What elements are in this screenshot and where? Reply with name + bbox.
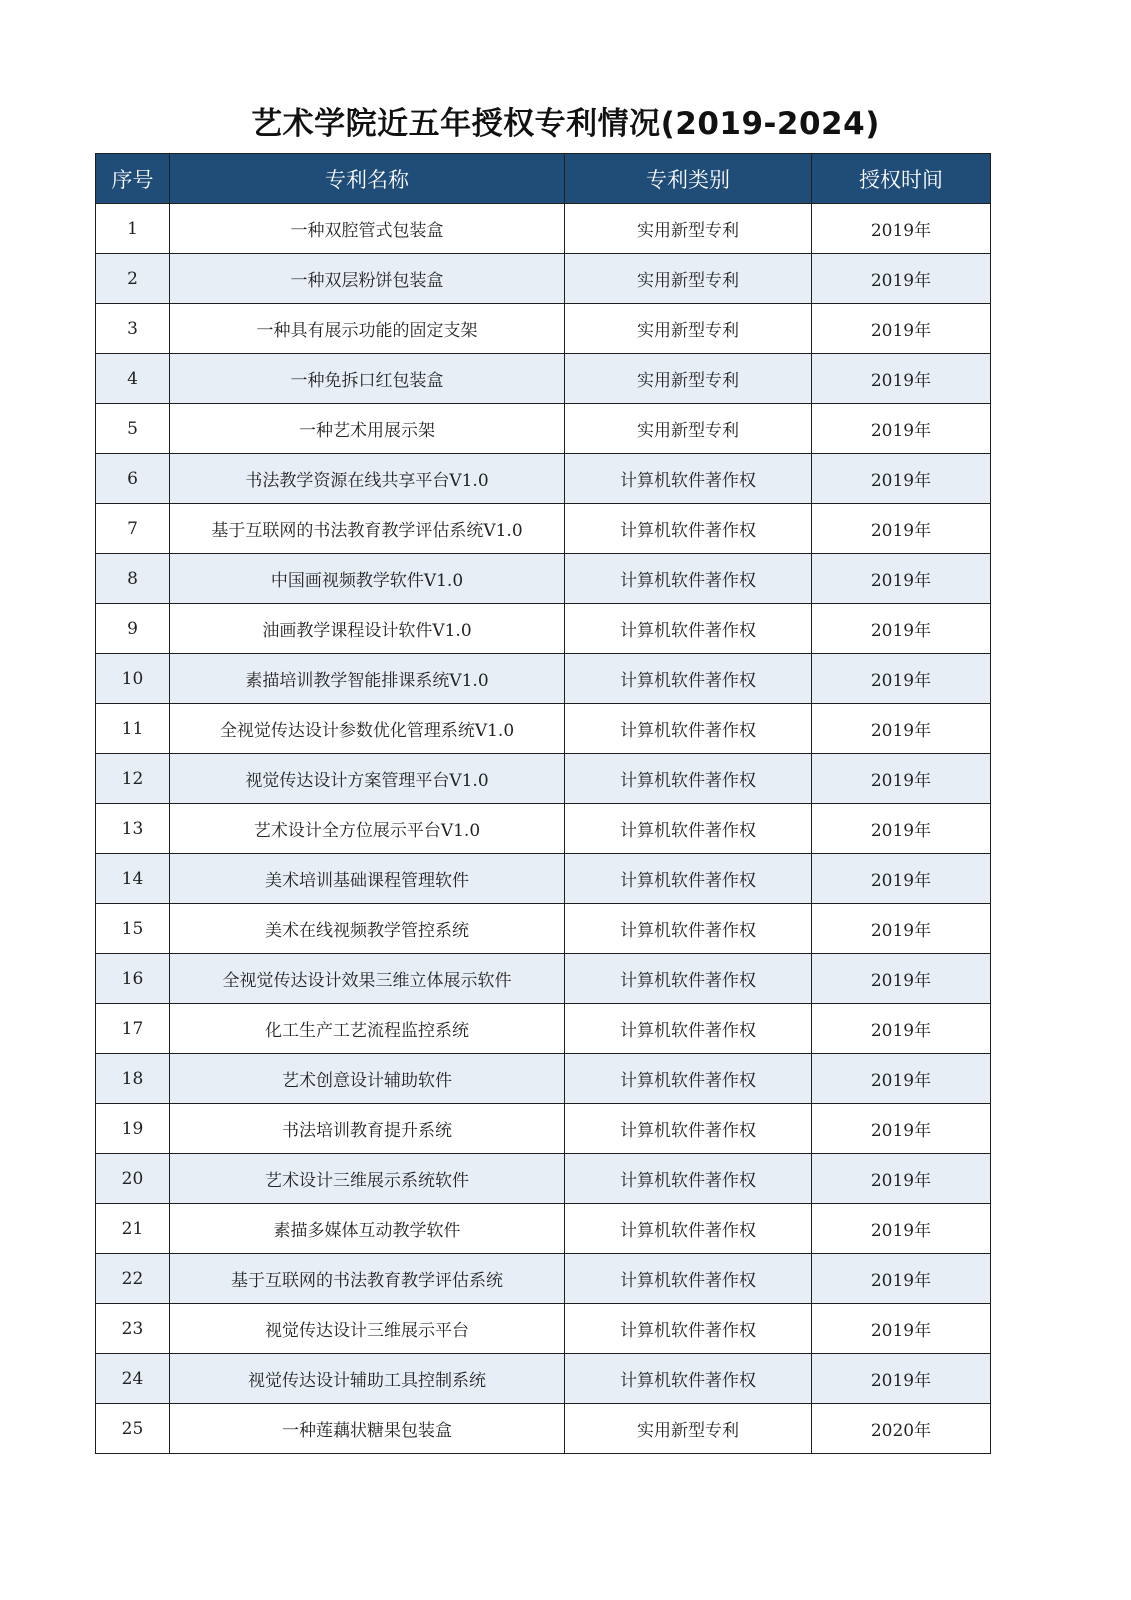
table-row bbox=[96, 304, 991, 354]
row-number-cell: 5 bbox=[96, 404, 170, 454]
row-number-cell: 23 bbox=[96, 1304, 170, 1354]
patent-category-cell: 计算机软件著作权 bbox=[565, 604, 812, 654]
grant-year-cell: 2019年 bbox=[812, 1104, 991, 1154]
grant-year-cell: 2019年 bbox=[812, 454, 991, 504]
table-row bbox=[96, 704, 991, 754]
patent-name-cell: 素描多媒体互动教学软件 bbox=[170, 1204, 565, 1254]
patent-category-cell: 计算机软件著作权 bbox=[565, 1004, 812, 1054]
patent-category-cell: 计算机软件著作权 bbox=[565, 654, 812, 704]
table-row bbox=[96, 904, 991, 954]
grant-year-cell: 2019年 bbox=[812, 204, 991, 254]
table-row bbox=[96, 1304, 991, 1354]
table-row bbox=[96, 1004, 991, 1054]
row-number-cell: 25 bbox=[96, 1404, 170, 1454]
row-number-cell: 7 bbox=[96, 504, 170, 554]
table-row bbox=[96, 1054, 991, 1104]
grant-year-cell: 2019年 bbox=[812, 254, 991, 304]
grant-year-cell: 2019年 bbox=[812, 1004, 991, 1054]
row-number-cell: 3 bbox=[96, 304, 170, 354]
row-number-cell: 16 bbox=[96, 954, 170, 1004]
patent-name-cell: 一种莲藕状糖果包装盒 bbox=[170, 1404, 565, 1454]
patent-category-cell: 实用新型专利 bbox=[565, 254, 812, 304]
table-row bbox=[96, 954, 991, 1004]
patent-name-cell: 一种免拆口红包装盒 bbox=[170, 354, 565, 404]
patent-name-cell: 一种艺术用展示架 bbox=[170, 404, 565, 454]
patent-category-cell: 计算机软件著作权 bbox=[565, 504, 812, 554]
patent-table bbox=[95, 153, 991, 1454]
table-row bbox=[96, 454, 991, 504]
table-row bbox=[96, 604, 991, 654]
table-row bbox=[96, 404, 991, 454]
patent-name-cell: 书法教学资源在线共享平台V1.0 bbox=[170, 454, 565, 504]
table-row bbox=[96, 504, 991, 554]
column-header-year: 授权时间 bbox=[812, 154, 991, 204]
row-number-cell: 17 bbox=[96, 1004, 170, 1054]
patent-name-cell: 化工生产工艺流程监控系统 bbox=[170, 1004, 565, 1054]
row-number-cell: 24 bbox=[96, 1354, 170, 1404]
grant-year-cell: 2019年 bbox=[812, 754, 991, 804]
patent-name-cell: 素描培训教学智能排课系统V1.0 bbox=[170, 654, 565, 704]
row-number-cell: 15 bbox=[96, 904, 170, 954]
grant-year-cell: 2019年 bbox=[812, 704, 991, 754]
patent-name-cell: 美术在线视频教学管控系统 bbox=[170, 904, 565, 954]
column-header-name: 专利名称 bbox=[170, 154, 565, 204]
grant-year-cell: 2020年 bbox=[812, 1404, 991, 1454]
grant-year-cell: 2019年 bbox=[812, 804, 991, 854]
table-row bbox=[96, 1104, 991, 1154]
patent-name-cell: 美术培训基础课程管理软件 bbox=[170, 854, 565, 904]
patent-name-cell: 艺术创意设计辅助软件 bbox=[170, 1054, 565, 1104]
row-number-cell: 13 bbox=[96, 804, 170, 854]
column-header-no: 序号 bbox=[96, 154, 170, 204]
row-number-cell: 8 bbox=[96, 554, 170, 604]
patent-name-cell: 视觉传达设计辅助工具控制系统 bbox=[170, 1354, 565, 1404]
grant-year-cell: 2019年 bbox=[812, 1354, 991, 1404]
patent-category-cell: 计算机软件著作权 bbox=[565, 1304, 812, 1354]
grant-year-cell: 2019年 bbox=[812, 1154, 991, 1204]
grant-year-cell: 2019年 bbox=[812, 354, 991, 404]
grant-year-cell: 2019年 bbox=[812, 404, 991, 454]
patent-category-cell: 计算机软件著作权 bbox=[565, 754, 812, 804]
row-number-cell: 22 bbox=[96, 1254, 170, 1304]
patent-name-cell: 全视觉传达设计效果三维立体展示软件 bbox=[170, 954, 565, 1004]
grant-year-cell: 2019年 bbox=[812, 1254, 991, 1304]
patent-category-cell: 计算机软件著作权 bbox=[565, 854, 812, 904]
row-number-cell: 10 bbox=[96, 654, 170, 704]
patent-name-cell: 全视觉传达设计参数优化管理系统V1.0 bbox=[170, 704, 565, 754]
grant-year-cell: 2019年 bbox=[812, 954, 991, 1004]
patent-category-cell: 实用新型专利 bbox=[565, 404, 812, 454]
grant-year-cell: 2019年 bbox=[812, 854, 991, 904]
grant-year-cell: 2019年 bbox=[812, 504, 991, 554]
patent-category-cell: 实用新型专利 bbox=[565, 304, 812, 354]
table-row bbox=[96, 1154, 991, 1204]
grant-year-cell: 2019年 bbox=[812, 554, 991, 604]
patent-category-cell: 计算机软件著作权 bbox=[565, 804, 812, 854]
patent-name-cell: 一种双腔管式包装盒 bbox=[170, 204, 565, 254]
patent-category-cell: 计算机软件著作权 bbox=[565, 454, 812, 504]
patent-name-cell: 基于互联网的书法教育教学评估系统 bbox=[170, 1254, 565, 1304]
row-number-cell: 2 bbox=[96, 254, 170, 304]
row-number-cell: 11 bbox=[96, 704, 170, 754]
patent-table-body bbox=[96, 204, 991, 1454]
table-row bbox=[96, 654, 991, 704]
row-number-cell: 14 bbox=[96, 854, 170, 904]
patent-category-cell: 计算机软件著作权 bbox=[565, 1254, 812, 1304]
table-row bbox=[96, 1404, 991, 1454]
patent-name-cell: 艺术设计全方位展示平台V1.0 bbox=[170, 804, 565, 854]
patent-name-cell: 视觉传达设计方案管理平台V1.0 bbox=[170, 754, 565, 804]
patent-name-cell: 基于互联网的书法教育教学评估系统V1.0 bbox=[170, 504, 565, 554]
patent-category-cell: 计算机软件著作权 bbox=[565, 904, 812, 954]
patent-name-cell: 油画教学课程设计软件V1.0 bbox=[170, 604, 565, 654]
row-number-cell: 9 bbox=[96, 604, 170, 654]
patent-category-cell: 计算机软件著作权 bbox=[565, 1204, 812, 1254]
table-row bbox=[96, 204, 991, 254]
row-number-cell: 4 bbox=[96, 354, 170, 404]
patent-name-cell: 中国画视频教学软件V1.0 bbox=[170, 554, 565, 604]
patent-category-cell: 实用新型专利 bbox=[565, 354, 812, 404]
patent-name-cell: 一种具有展示功能的固定支架 bbox=[170, 304, 565, 354]
patent-category-cell: 计算机软件著作权 bbox=[565, 1054, 812, 1104]
patent-name-cell: 视觉传达设计三维展示平台 bbox=[170, 1304, 565, 1354]
table-row bbox=[96, 554, 991, 604]
patent-category-cell: 计算机软件著作权 bbox=[565, 554, 812, 604]
patent-name-cell: 艺术设计三维展示系统软件 bbox=[170, 1154, 565, 1204]
row-number-cell: 18 bbox=[96, 1054, 170, 1104]
column-header-category: 专利类别 bbox=[565, 154, 812, 204]
grant-year-cell: 2019年 bbox=[812, 1204, 991, 1254]
table-row bbox=[96, 1204, 991, 1254]
table-row bbox=[96, 1354, 991, 1404]
patent-category-cell: 计算机软件著作权 bbox=[565, 1154, 812, 1204]
patent-category-cell: 实用新型专利 bbox=[565, 1404, 812, 1454]
row-number-cell: 19 bbox=[96, 1104, 170, 1154]
grant-year-cell: 2019年 bbox=[812, 1054, 991, 1104]
patent-category-cell: 计算机软件著作权 bbox=[565, 1354, 812, 1404]
row-number-cell: 1 bbox=[96, 204, 170, 254]
table-row bbox=[96, 854, 991, 904]
grant-year-cell: 2019年 bbox=[812, 1304, 991, 1354]
grant-year-cell: 2019年 bbox=[812, 904, 991, 954]
row-number-cell: 6 bbox=[96, 454, 170, 504]
table-row bbox=[96, 804, 991, 854]
grant-year-cell: 2019年 bbox=[812, 654, 991, 704]
patent-category-cell: 实用新型专利 bbox=[565, 204, 812, 254]
table-row bbox=[96, 754, 991, 804]
patent-name-cell: 一种双层粉饼包装盒 bbox=[170, 254, 565, 304]
table-row bbox=[96, 1254, 991, 1304]
document-title: 艺术学院近五年授权专利情况(2019-2024) bbox=[251, 106, 880, 142]
row-number-cell: 12 bbox=[96, 754, 170, 804]
table-header-row bbox=[96, 154, 991, 204]
patent-category-cell: 计算机软件著作权 bbox=[565, 704, 812, 754]
grant-year-cell: 2019年 bbox=[812, 304, 991, 354]
patent-category-cell: 计算机软件著作权 bbox=[565, 954, 812, 1004]
grant-year-cell: 2019年 bbox=[812, 604, 991, 654]
patent-category-cell: 计算机软件著作权 bbox=[565, 1104, 812, 1154]
row-number-cell: 21 bbox=[96, 1204, 170, 1254]
table-row bbox=[96, 254, 991, 304]
table-row bbox=[96, 354, 991, 404]
row-number-cell: 20 bbox=[96, 1154, 170, 1204]
patent-name-cell: 书法培训教育提升系统 bbox=[170, 1104, 565, 1154]
